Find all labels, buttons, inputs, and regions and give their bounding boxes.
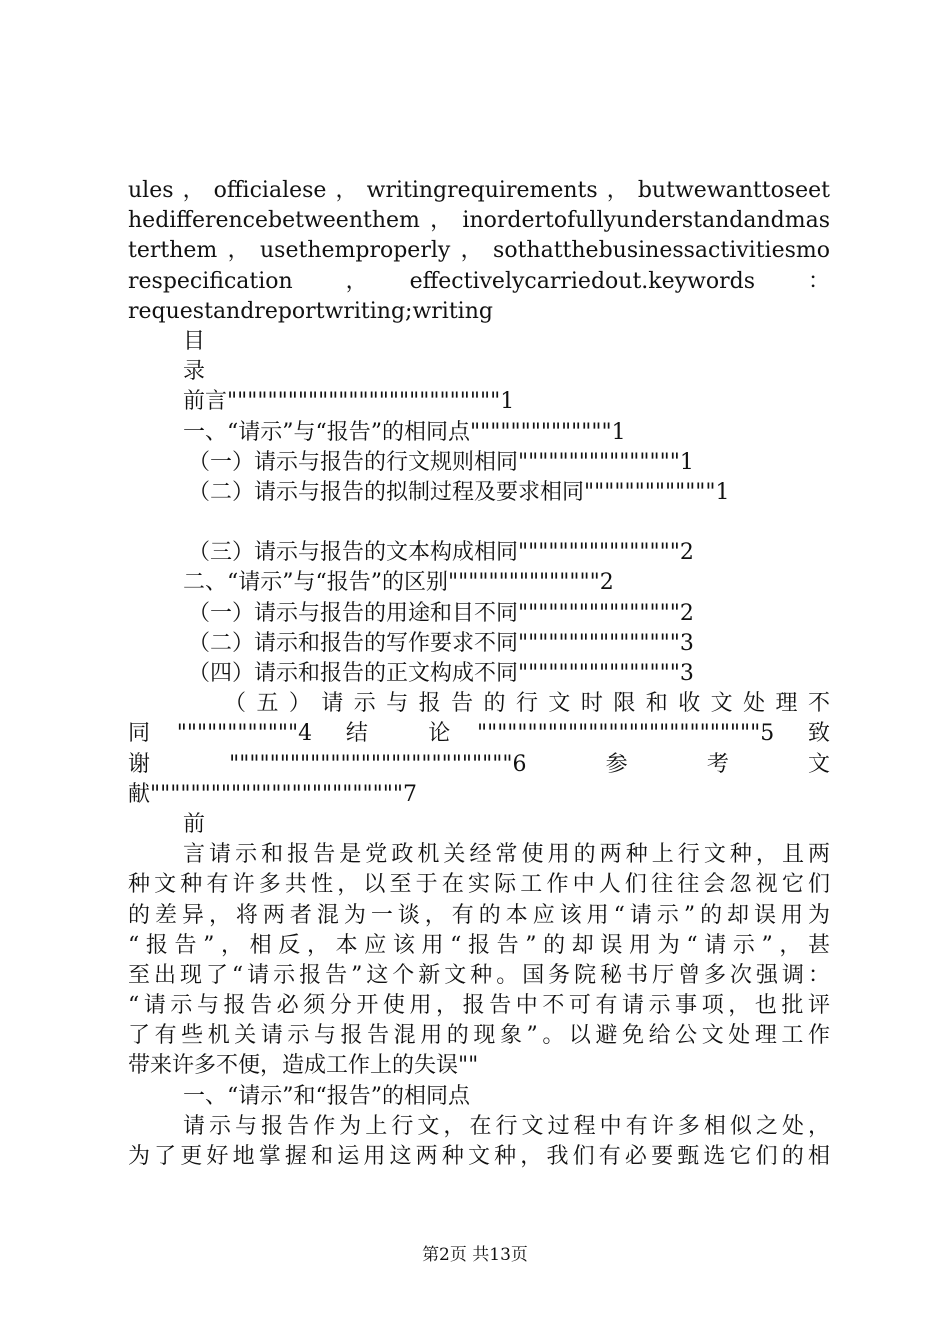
toc-entry-section-2: 二、“请示”与“报告”的区别"""""""""""""""2 bbox=[183, 570, 614, 596]
toc-entry-references-end: 献"""""""""""""""""""""""""7 bbox=[128, 781, 417, 807]
toc-entry-2-5-line-1: （五）请示与报告的行文时限和收文处理不 bbox=[224, 691, 830, 717]
toc-entry-1-3: （三）请示与报告的文本构成相同""""""""""""""""2 bbox=[188, 540, 694, 566]
section-1-paragraph-line-2: 为了更好地掌握和运用这两种文种，我们有必要甄选它们的相 bbox=[128, 1144, 830, 1169]
preface-paragraph-line-3: 的差异，将两者混为一谈，有的本应该用“请示”的却误用为 bbox=[128, 902, 830, 928]
abstract-line-4: respecification ， effectivelycarriedout.keywords ： bbox=[128, 268, 830, 294]
toc-entry-section-1: 一、“请示”与“报告”的相同点""""""""""""""1 bbox=[183, 419, 626, 445]
preface-paragraph-line-5: 至出现了“请示报告”这个新文种。国务院秘书厅曾多次强调： bbox=[128, 962, 830, 988]
toc-entry-2-4: （四）请示和报告的正文构成不同""""""""""""""""3 bbox=[188, 661, 694, 686]
toc-entry-2-1: （一）请示与报告的用途和目不同""""""""""""""""2 bbox=[188, 600, 694, 626]
preface-paragraph-line-8: 带来许多不便，造成工作上的失误"" bbox=[128, 1053, 479, 1079]
toc-entry-2-5-line-2: 同""""""""""""4 结 论""""""""""""""""""""""""""""5 致 bbox=[128, 721, 830, 747]
blank-line bbox=[128, 508, 830, 538]
toc-heading-char-2: 录 bbox=[183, 359, 206, 385]
abstract-line-1: ules，officialese，writingrequirements，butwewanttoseet bbox=[128, 178, 830, 203]
abstract-line-3: terthem，usethemproperly，sothatthebusinessactivitiesmo bbox=[128, 238, 830, 264]
preface-paragraph-line-4: “报告”，相反，本应该用“报告”的却误用为“请示”，甚 bbox=[128, 932, 830, 958]
page-footer: 第2页 共13页 bbox=[422, 1245, 528, 1265]
abstract-line-2: hedifferencebetweenthem，inordertofullyunderstandandmas bbox=[128, 208, 830, 234]
toc-entry-1-2: （二）请示与报告的拟制过程及要求相同"""""""""""""1 bbox=[188, 479, 730, 505]
preface-paragraph-line-6: “请示与报告必须分开使用，报告中不可有请示事项，也批评 bbox=[128, 993, 830, 1019]
preface-heading-char: 前 bbox=[183, 811, 206, 837]
preface-paragraph-line-1: 言请示和报告是党政机关经常使用的两种上行文种，且两 bbox=[183, 842, 830, 868]
toc-entry-1-1: （一）请示与报告的行文规则相同""""""""""""""""1 bbox=[188, 449, 694, 475]
preface-paragraph-line-7: 了有些机关请示与报告混用的现象”。以避免给公文处理工作 bbox=[128, 1023, 830, 1049]
abstract-line-5: requestandreportwriting;writing bbox=[128, 298, 493, 324]
document-body bbox=[128, 176, 830, 1172]
toc-entry-thanks-references: 谢 """"""""""""""""""""""""""""6 参 考 文 bbox=[128, 751, 830, 777]
section-1-paragraph-line-1: 请示与报告作为上行文，在行文过程中有许多相似之处， bbox=[183, 1113, 830, 1139]
toc-entry-2-2: （二）请示和报告的写作要求不同""""""""""""""""3 bbox=[188, 630, 694, 656]
section-1-heading: 一、“请示”和“报告”的相同点 bbox=[183, 1083, 470, 1109]
toc-heading-char-1: 目 bbox=[183, 328, 206, 354]
preface-paragraph-line-2: 种文种有许多共性，以至于在实际工作中人们往往会忽视它们 bbox=[128, 872, 830, 898]
toc-entry-preface: 前言"""""""""""""""""""""""""""1 bbox=[183, 389, 515, 415]
